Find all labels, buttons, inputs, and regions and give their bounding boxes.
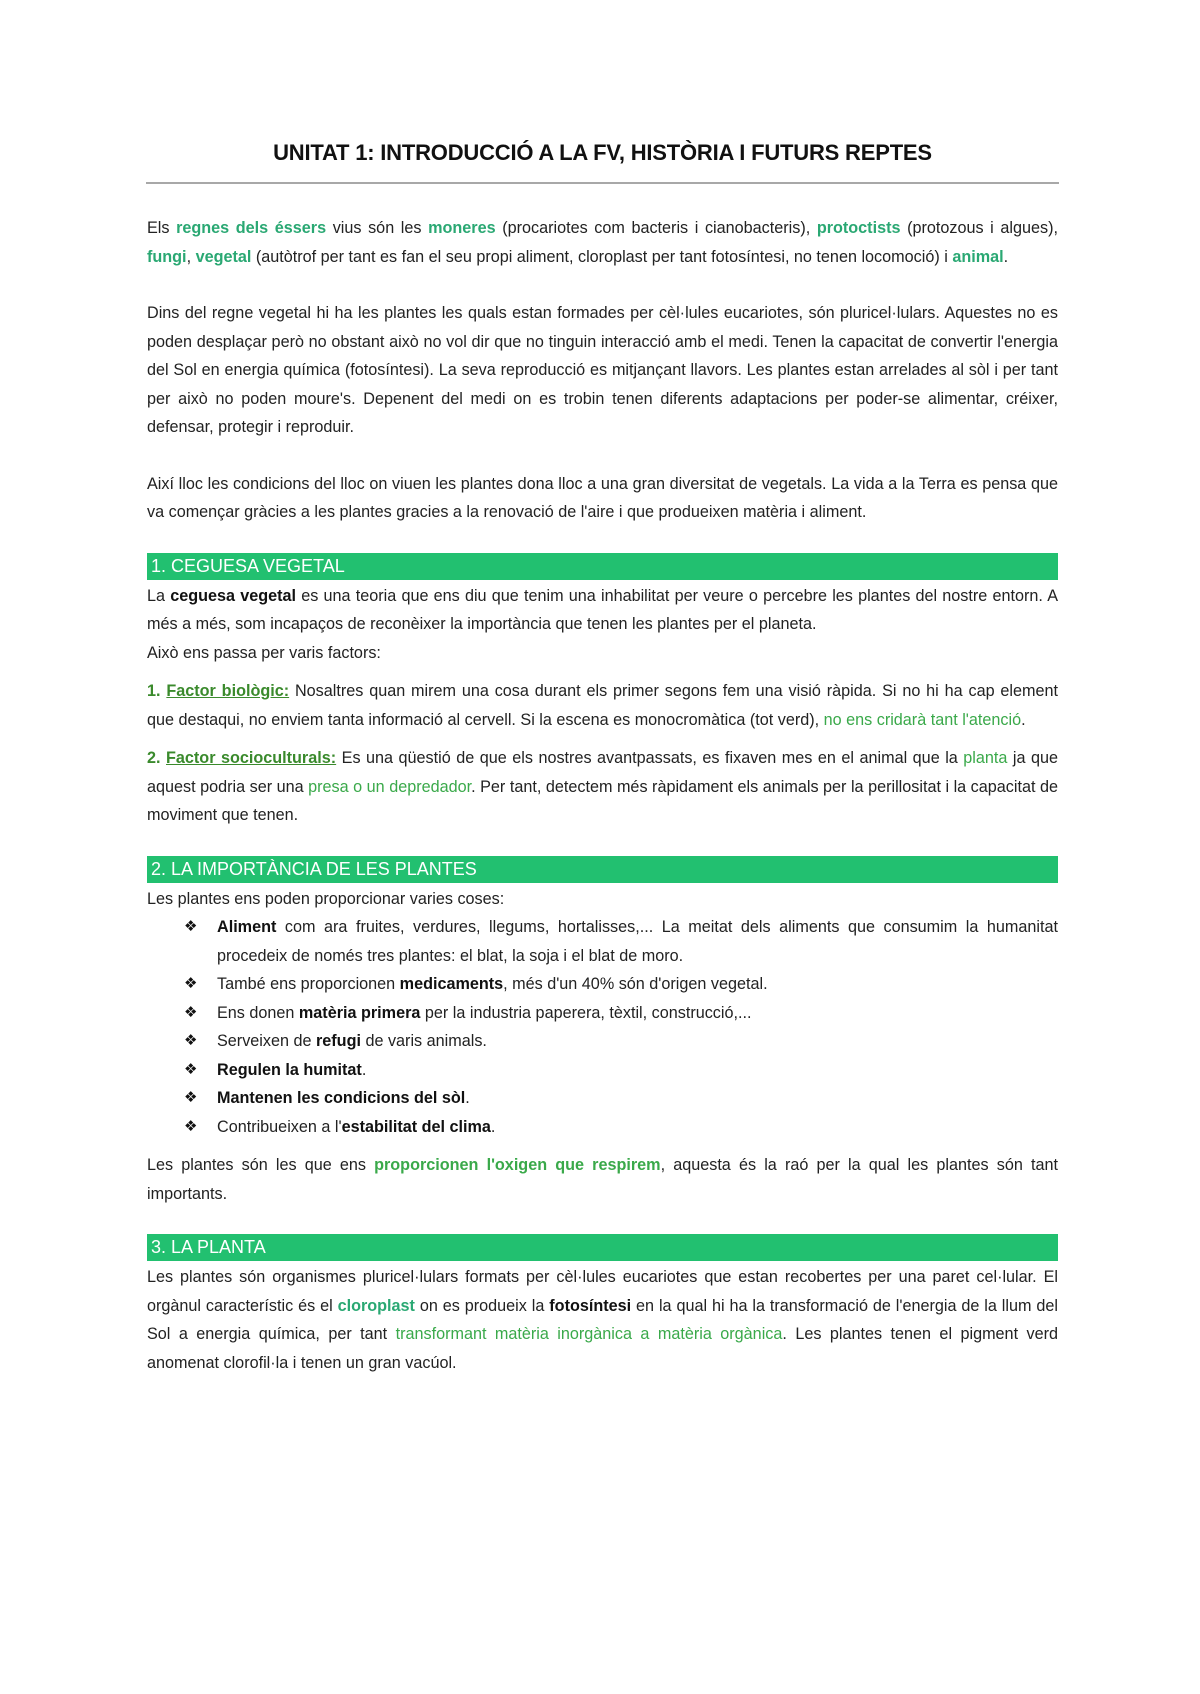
list-item: ❖ Ens donen matèria primera per la industria paperera, tèxtil, construcció,... [217,999,1058,1028]
planta-paragraph: Les plantes són organismes pluricel·lulars formats per cèl·lules eucariotes que estan recobertes per una paret cel·lular. El orgànul característic és el cloroplast on es produeix la fotosíntesi en la qual hi ha la transformació de l'energia de la llum del Sol a energia química, per tant transformant matèria inorgànica a matèria orgànica. Les plantes tenen el pigment verd anomenat clorofil·la i tenen un gran vacúol. [147,1268,1058,1372]
list-item: ❖ Regulen la humitat. [217,1056,1058,1085]
list-item: ❖ També ens proporcionen medicaments, més d'un 40% són d'origen vegetal. [217,970,1058,999]
oxigen-paragraph: Les plantes són les que ens proporcionen l'oxigen que respirem, aquesta és la raó per la qual les plantes són tant importants. [147,1156,1058,1203]
intro-paragraph-2: Dins del regne vegetal hi ha les plantes les quals estan formades per cèl·lules eucariotes, són pluricel·lulars. Aquestes no es poden desplaçar però no obstant això no vol dir que no tinguin interacció amb el medi. Tenen la capacitat de convertir l'energia del Sol en energia química (fotosíntesi). La seva reproducció es mitjançant llavors. Les plantes estan arrelades al sòl i per tant per això no poden moure's. Depenent del medi on es trobin tenen diferents adaptacions per poder-se alimentar, créixer, defensar, protegir i reproduir. [147,304,1058,436]
diamond-bullet-icon: ❖ [184,1060,198,1078]
section-heading-importancia: 2. LA IMPORTÀNCIA DE LES PLANTES [147,856,1058,883]
diamond-bullet-icon: ❖ [184,975,198,992]
document-page [147,140,1058,1377]
importancia-intro: Les plantes ens poden proporcionar varies coses: [147,889,505,908]
factor-sociocultural: 2. Factor socioculturals: Es una qüestió de que els nostres avantpassats, es fixaven mes en el animal que la planta ja que aquest podria ser una presa o un depredador. Per tant, detectem més ràpidament els animals per la perillositat i la capacitat de moviment que tenen. [147,749,1059,824]
list-item: ❖ Mantenen les condicions del sòl. [217,1084,1058,1113]
list-item: ❖ Contribueixen a l'estabilitat del clima. [217,1113,1058,1142]
section-heading-planta: 3. LA PLANTA [147,1234,1058,1261]
list-item: ❖ Aliment com ara fruites, verdures, llegums, hortalisses,... La meitat dels aliments que consumim la humanitat procedeix de només tres plantes: el blat, la soja i el blat de moro. [217,913,1058,970]
diamond-bullet-icon: ❖ [184,918,198,935]
title-divider [146,182,1059,184]
diamond-bullet-icon: ❖ [184,1117,198,1135]
list-item: ❖ Serveixen de refugi de varis animals. [217,1027,1058,1056]
page-title: UNITAT 1: INTRODUCCIÓ A LA FV, HISTÒRIA I FUTURS REPTES [273,140,932,165]
intro-paragraph-1: Els regnes dels éssers vius són les moneres (procariotes com bacteris i cianobacteris), protoctists (protozous i algues), fungi, vegetal (autòtrof per tant es fan el seu propi aliment, cloroplast per tant fotosíntesi, no tenen locomoció) i animal. [147,219,1058,266]
diamond-bullet-icon: ❖ [184,1003,198,1021]
ceguesa-paragraph: La ceguesa vegetal es una teoria que ens diu que tenim una inhabilitat per veure o percebre les plantes del nostre entorn. A més a més, som incapaços de reconèixer la importància que tenen les plantes per el planeta. [147,586,1059,633]
intro-paragraph-3: Així lloc les condicions del lloc on viuen les plantes dona lloc a una gran diversitat de vegetals. La vida a la Terra es pensa que va començar gràcies a les plantes gracies a la renovació de l'aire i que produeixen matèria i aliment. [147,474,1058,521]
diamond-bullet-icon: ❖ [184,1089,198,1106]
importancia-list [147,913,1058,1141]
factor-biologic: 1. Factor biològic: Nosaltres quan mirem una cosa durant els primer segons fem una visió ràpida. Si no hi ha cap element que destaqui, no enviem tanta informació al cervell. Si la escena es monocromàtica (tot verd), no ens cridarà tant l'atenció. [147,682,1059,729]
factors-intro: Això ens passa per varis factors: [147,643,381,662]
diamond-bullet-icon: ❖ [184,1032,198,1049]
section-heading-ceguesa: 1. CEGUESA VEGETAL [147,553,1058,580]
